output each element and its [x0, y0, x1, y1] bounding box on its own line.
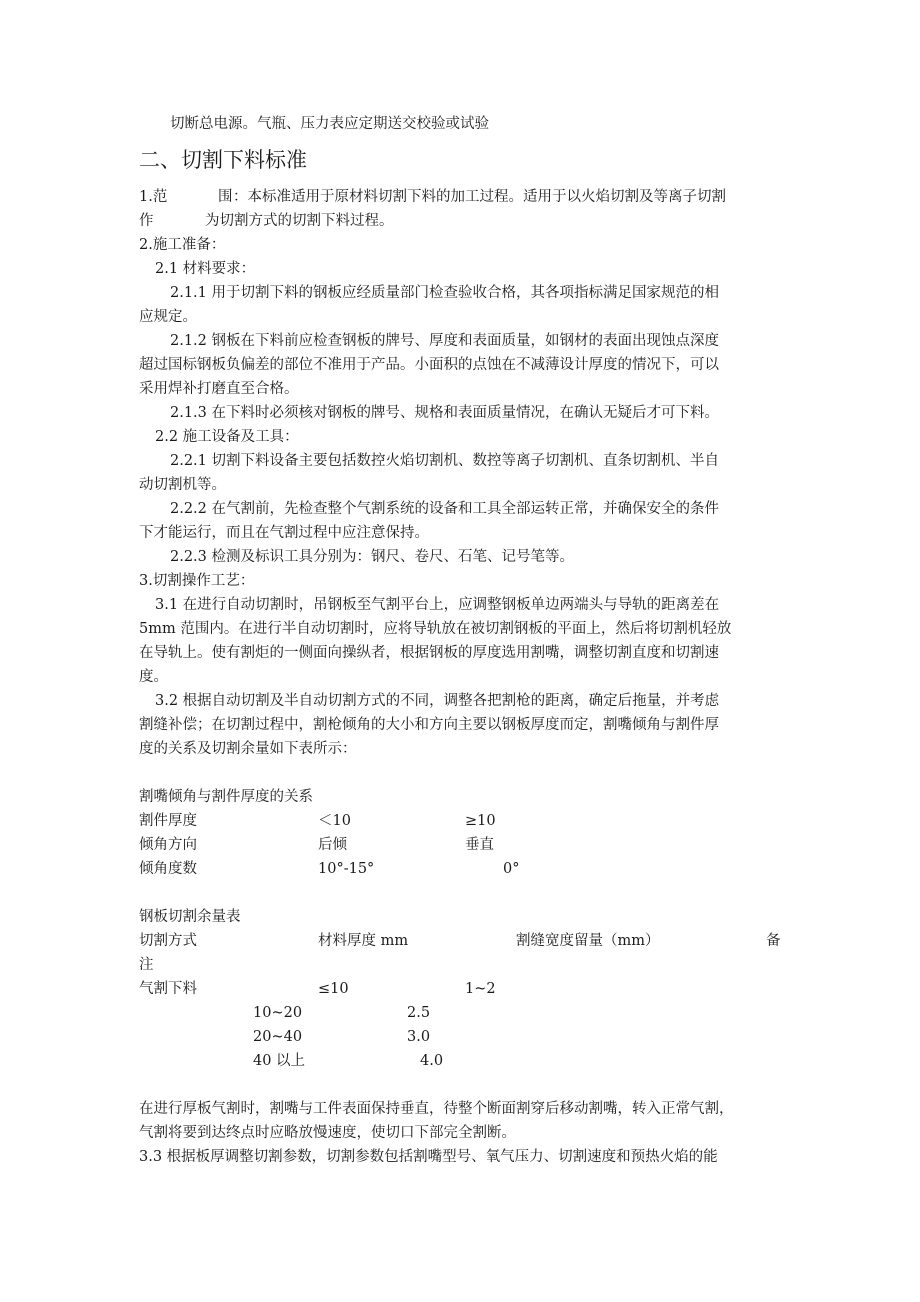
- p2-1-title: 2.1 材料要求：: [155, 261, 256, 277]
- p3-1-line: 5mm 范围内。在进行半自动切割时，应将导轨放在被切割钢板的平面上，然后将切割机轻放: [139, 621, 732, 637]
- table1-cell: 10°-15°: [318, 861, 375, 877]
- table1-cell: ＜10: [318, 813, 351, 829]
- p1-line2-b: 为切割方式的切割下料过程。: [205, 213, 394, 229]
- table1-title: 割嘴倾角与割件厚度的关系: [139, 789, 313, 805]
- p2-2-title: 2.2 施工设备及工具：: [155, 429, 299, 445]
- p1-line1: ：本标准适用于原材料切割下料的加工过程。适用于以火焰切割及等离子切割: [233, 189, 726, 205]
- table2-cell: 气割下料: [139, 981, 197, 997]
- p-after-line: 在进行厚板气割时，割嘴与工件表面保持垂直，待整个断面割穿后移动割嘴，转入正常气割，: [139, 1101, 734, 1117]
- table2-cell: 2.5: [407, 1005, 431, 1021]
- p2-title: 2.施工准备：: [139, 237, 226, 253]
- p3-1-line: 3.1 在进行自动切割时，吊钢板至气割平台上，应调整钢板单边两端头与导轨的距离差在: [155, 597, 720, 613]
- table2-header: 材料厚度 mm: [318, 933, 409, 949]
- table1-cell: 后倾: [318, 837, 347, 853]
- p3-title: 3.切割操作工艺：: [139, 573, 255, 589]
- table1-cell: 倾角度数: [139, 861, 197, 877]
- p1-num: 1.范: [139, 189, 168, 205]
- table1-cell: 垂直: [465, 837, 494, 853]
- table1-cell: 割件厚度: [139, 813, 197, 829]
- p1-line2-a: 作: [139, 213, 154, 229]
- intro-line: 切断总电源。气瓶、压力表应定期送交校验或试验: [170, 116, 489, 132]
- table2-cell: 4.0: [420, 1053, 444, 1069]
- p1-gap-char: 围: [218, 189, 233, 205]
- table2-title: 钢板切割余量表: [139, 909, 241, 925]
- p2-1-2-line: 采用焊补打磨直至合格。: [139, 381, 299, 397]
- table2-cell: 3.0: [407, 1029, 431, 1045]
- table2-header: 切割方式: [139, 933, 197, 949]
- p2-2-1-line: 动切割机等。: [139, 477, 226, 493]
- p2-1-2-line: 超过国标钢板负偏差的部位不准用于产品。小面积的点蚀在不减薄设计厚度的情况下，可以: [139, 357, 719, 373]
- table2-cell: 20~40: [253, 1029, 303, 1045]
- table2-cell: ≤10: [318, 981, 349, 997]
- p2-1-1-line: 2.1.1 用于切割下料的钢板应经质量部门检查验收合格，其各项指标满足国家规范的相: [170, 285, 720, 301]
- p2-2-2-line: 2.2.2 在气割前，先检查整个气割系统的设备和工具全部运转正常，并确保安全的条件: [170, 501, 720, 517]
- p-after-line: 气割将要到达终点时应略放慢速度，使切口下部完全割断。: [139, 1125, 516, 1141]
- p2-2-3: 2.2.3 检测及标识工具分别为：钢尺、卷尺、石笔、记号笔等。: [170, 549, 575, 565]
- table2-cell: 1~2: [465, 981, 496, 997]
- table2-header: 割缝宽度留量（mm）: [516, 933, 660, 949]
- p3-2-line: 割缝补偿；在切割过程中，割枪倾角的大小和方向主要以钢板厚度而定，割嘴倾角与割件厚: [139, 717, 719, 733]
- table1-cell: 0°: [503, 861, 520, 877]
- p3-1-line: 在导轨上。使有割炬的一侧面向操纵者，根据钢板的厚度选用割嘴，调整切割直度和切割速: [139, 645, 719, 661]
- p2-1-1-line: 应规定。: [139, 309, 197, 325]
- table2-cell: 10~20: [253, 1005, 303, 1021]
- p3-1-line: 度。: [139, 669, 168, 685]
- table2-cell: 40 以上: [253, 1053, 306, 1069]
- p3-3-line: 3.3 根据板厚调整切割参数，切割参数包括割嘴型号、氧气压力、切割速度和预热火焰的能: [139, 1149, 718, 1165]
- p2-1-2-line: 2.1.2 钢板在下料前应检查钢板的牌号、厚度和表面质量，如钢材的表面出现蚀点深度: [170, 333, 720, 349]
- p2-1-3: 2.1.3 在下料时必须核对钢板的牌号、规格和表面质量情况，在确认无疑后才可下料。: [170, 405, 720, 421]
- p3-2-line: 度的关系及切割余量如下表所示：: [139, 741, 357, 757]
- p3-2-line: 3.2 根据自动切割及半自动切割方式的不同，调整各把割枪的距离，确定后拖量，并考虑: [155, 693, 720, 709]
- p2-2-2-line: 下才能运行，而且在气割过程中应注意保持。: [139, 525, 429, 541]
- section-title: 二、切割下料标准: [139, 148, 307, 172]
- table2-header: 备: [766, 933, 781, 949]
- table1-cell: ≥10: [465, 813, 496, 829]
- table1-cell: 倾角方向: [139, 837, 197, 853]
- p2-2-1-line: 2.2.1 切割下料设备主要包括数控火焰切割机、数控等离子切割机、直条切割机、半自: [170, 453, 720, 469]
- table2-header-wrap: 注: [139, 957, 154, 973]
